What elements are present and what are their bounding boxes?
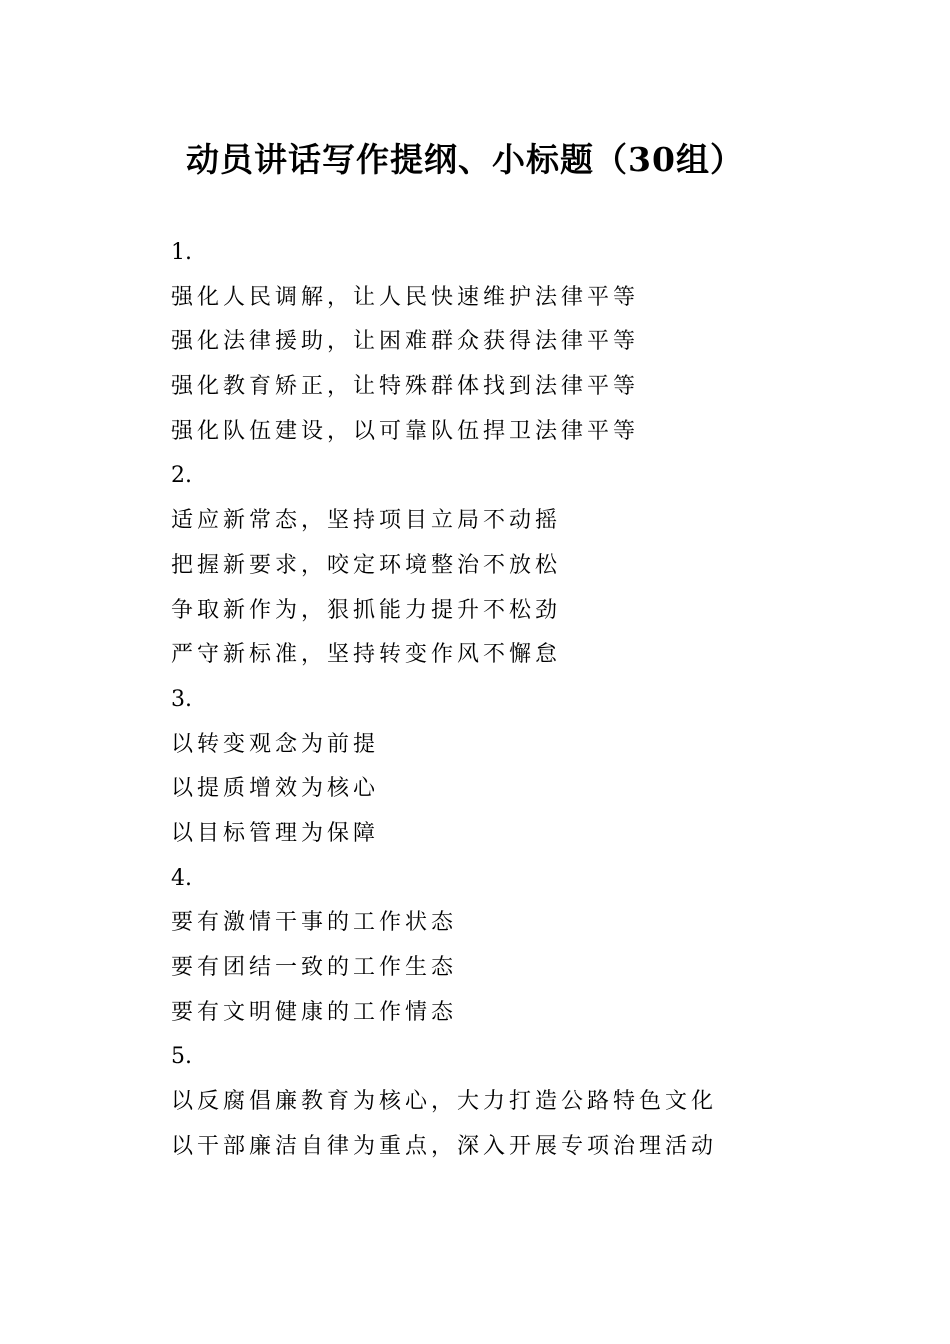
group-number: 3. [171,686,192,712]
outline-line: 强化教育矫正，让特殊群体找到法律平等 [171,374,640,400]
outline-line: 把握新要求，咬定环境整治不放松 [171,552,562,578]
outline-line: 强化人民调解，让人民快速维护法律平等 [171,284,640,310]
outline-group [171,857,871,1036]
outline-line: 以目标管理为保障 [171,820,380,846]
outline-line: 以提质增效为核心 [171,776,380,802]
outline-group [171,454,871,677]
group-number: 5. [171,1044,192,1070]
group-number: 4. [171,865,192,891]
outline-line: 要有激情干事的工作状态 [171,910,458,936]
outline-group [171,1035,871,1169]
outline-line: 严守新标准，坚持转变作风不懈怠 [171,642,562,668]
outline-group [171,678,871,857]
outline-line: 强化队伍建设，以可靠队伍捍卫法律平等 [171,418,640,444]
outline-line: 要有团结一致的工作生态 [171,955,458,980]
outline-line: 争取新作为，狠抓能力提升不松劲 [171,597,562,623]
outline-line: 适应新常态，坚持项目立局不动摇 [171,508,562,534]
outline-line: 以干部廉洁自律为重点，深入开展专项治理活动 [171,1133,718,1159]
outline-line: 要有文明健康的工作情态 [171,999,458,1025]
outline-line: 以转变观念为前提 [171,731,380,757]
outline-line: 以反腐倡廉教育为核心，大力打造公路特色文化 [171,1089,718,1115]
group-number: 1. [171,240,192,265]
outline-line: 强化法律援助，让困难群众获得法律平等 [171,329,640,355]
document-body [171,231,871,1169]
document-title: 动员讲话写作提纲、小标题（30组） [186,140,744,179]
outline-group [171,231,871,454]
group-number: 2. [171,463,192,489]
